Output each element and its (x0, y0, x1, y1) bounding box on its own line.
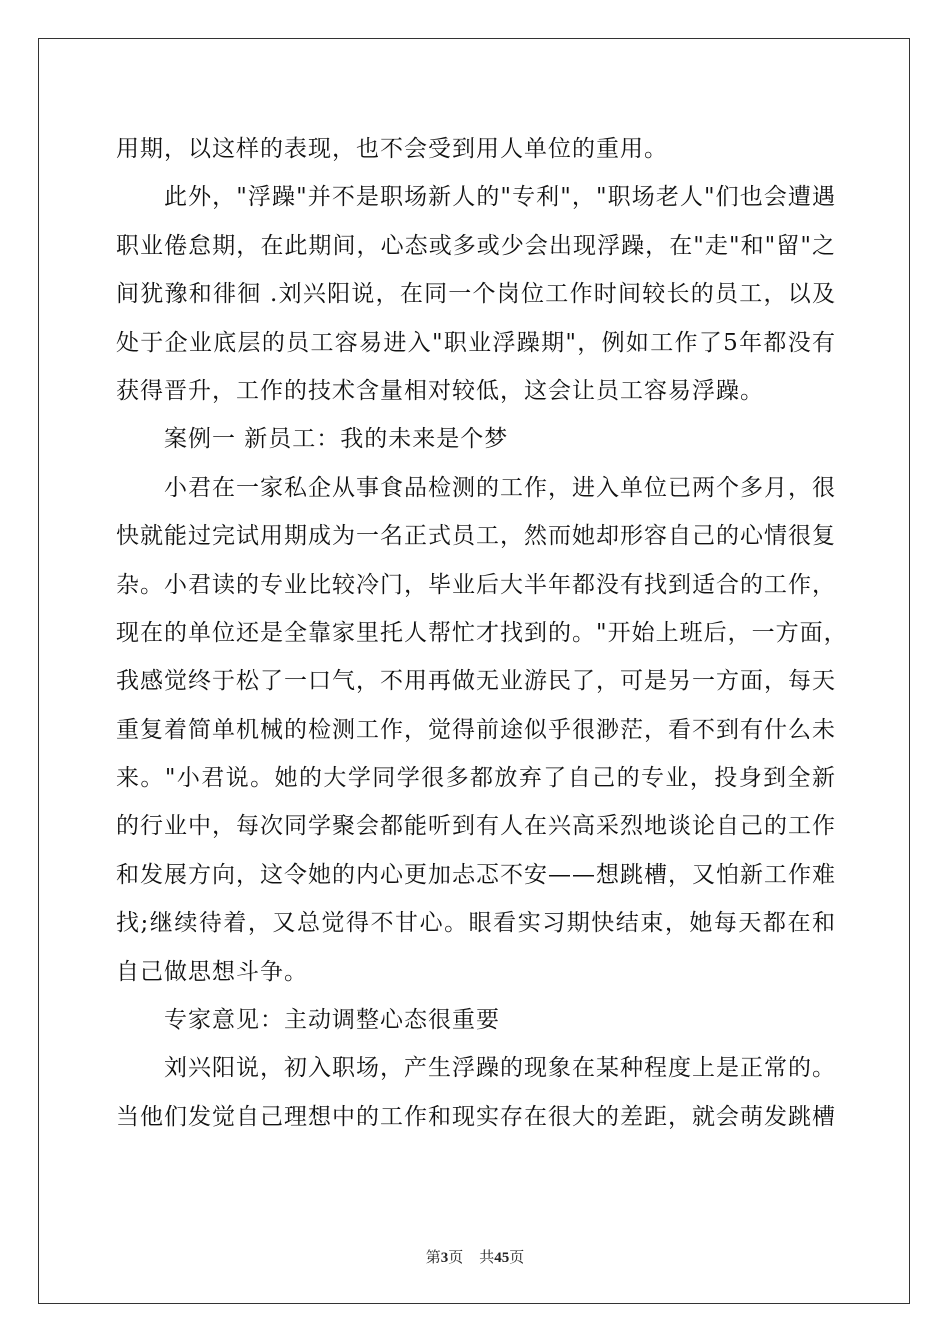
page-footer (0, 1246, 950, 1267)
text-line: 我感觉终于松了一口气，不用再做无业游民了，可是另一方面，每天 (116, 668, 836, 695)
page-number: 3 (440, 1250, 449, 1266)
text-line: 获得晋升，工作的技术含量相对较低，这会让员工容易浮躁。 (116, 377, 764, 404)
text-line: 小君在一家私企从事食品检测的工作，进入单位已两个多月，很 (164, 474, 836, 501)
section-heading: 专家意见：主动调整心态很重要 (164, 1007, 500, 1034)
total-pages: 45 (494, 1250, 510, 1266)
text-line: 当他们发觉自己理想中的工作和现实存在很大的差距，就会萌发跳槽 (116, 1103, 836, 1130)
text-line: 处于企业底层的员工容易进入"职业浮躁期"，例如工作了5年都没有 (116, 329, 836, 356)
total-prefix: 共 (479, 1250, 495, 1266)
text-line: 的行业中，每次同学聚会都能听到有人在兴高采烈地谈论自己的工作 (116, 813, 836, 840)
page-suffix: 页 (448, 1250, 464, 1266)
document-body (116, 125, 848, 1141)
text-line: 刘兴阳说，初入职场，产生浮躁的现象在某种程度上是正常的。 (164, 1055, 836, 1082)
text-line: 现在的单位还是全靠家里托人帮忙才找到的。"开始上班后，一方面， (116, 619, 848, 646)
text-line: 自己做思想斗争。 (116, 958, 308, 985)
section-heading: 案例一 新员工：我的未来是个梦 (164, 426, 509, 453)
text-line: 间犹豫和徘徊 .刘兴阳说，在同一个岗位工作时间较长的员工，以及 (116, 281, 836, 308)
text-line: 快就能过完试用期成为一名正式员工，然而她却形容自己的心情很复 (116, 523, 836, 550)
page-prefix: 第 (425, 1250, 441, 1266)
text-line: 找;继续待着，又总觉得不甘心。眼看实习期快结束，她每天都在和 (116, 910, 836, 937)
total-suffix: 页 (509, 1250, 525, 1266)
text-line: 职业倦怠期，在此期间，心态或多或少会出现浮躁，在"走"和"留"之 (116, 232, 836, 259)
text-line: 来。"小君说。她的大学同学很多都放弃了自己的专业，投身到全新 (116, 765, 836, 792)
text-line: 重复着简单机械的检测工作，觉得前途似乎很渺茫，看不到有什么未 (116, 716, 836, 743)
text-line: 用期，以这样的表现，也不会受到用人单位的重用。 (116, 136, 668, 162)
text-line: 和发展方向，这令她的内心更加忐忑不安——想跳槽，又怕新工作难 (116, 861, 836, 888)
text-line: 杂。小君读的专业比较冷门，毕业后大半年都没有找到适合的工作， (116, 571, 836, 598)
text-line: 此外，"浮躁"并不是职场新人的"专利"，"职场老人"们也会遭遇 (164, 184, 836, 211)
